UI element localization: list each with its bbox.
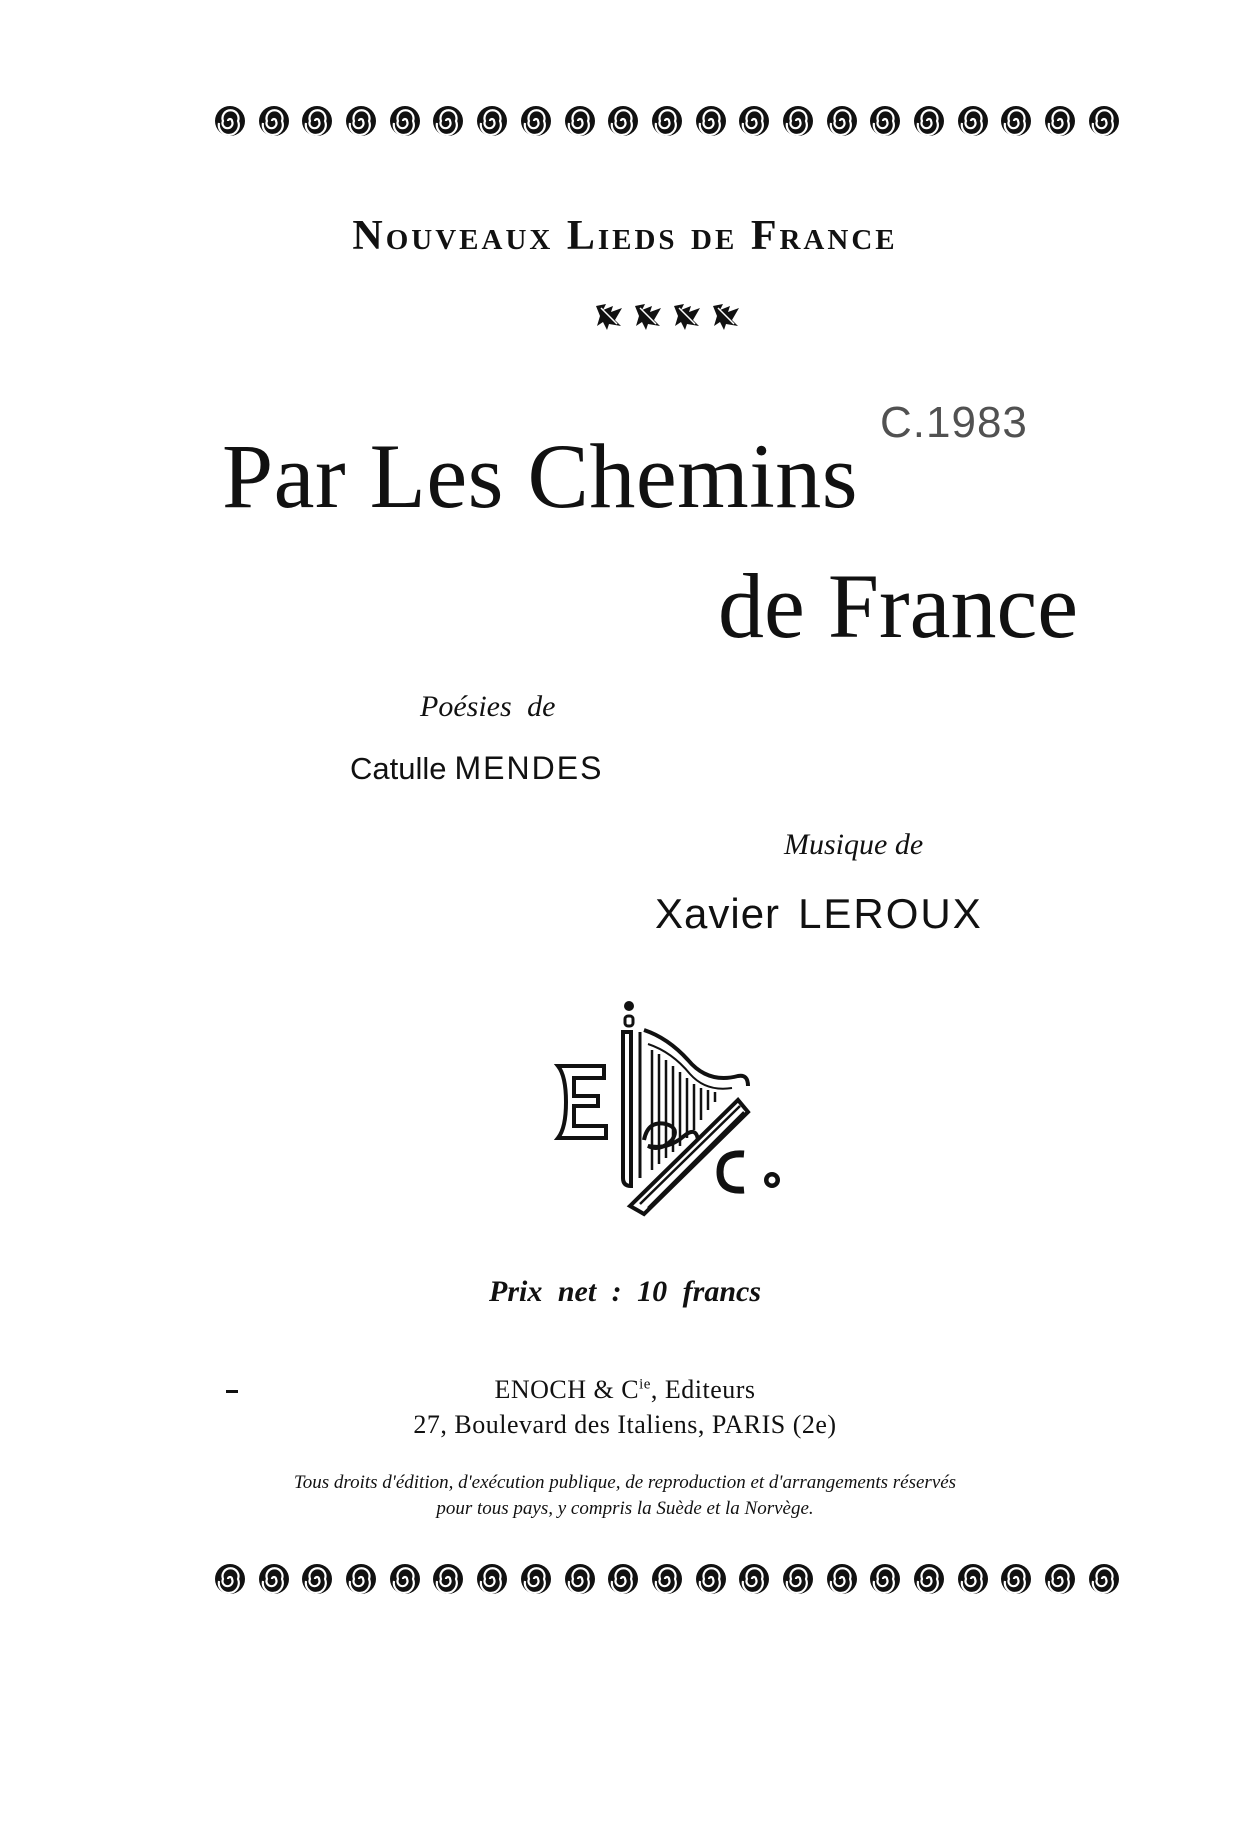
spiral-ornament-icon [389,1563,421,1595]
spiral-ornament-icon [432,1563,464,1595]
publisher-role: , Editeurs [650,1375,756,1404]
spiral-ornament-icon [214,105,246,137]
spiral-ornament-icon [345,1563,377,1595]
publisher-name [0,1375,1250,1405]
spiral-ornament-icon [258,105,290,137]
spiral-ornament-icon [564,105,596,137]
price-label: Prix net : 10 francs [489,1275,761,1308]
series-title: Nouveaux Lieds de France [352,213,898,259]
poetry-credit-label: Poésies de [420,690,556,723]
top-ornament-border [214,104,1120,138]
spiral-ornament-icon [651,105,683,137]
leaf-ornament-icon [593,300,625,332]
spiral-ornament-icon [214,1563,246,1595]
spiral-ornament-icon [738,1563,770,1595]
rights-notice [0,1470,1250,1522]
spiral-ornament-icon [476,1563,508,1595]
bottom-ornament-border [214,1562,1120,1596]
spiral-ornament-icon [1000,1563,1032,1595]
spiral-ornament-icon [913,105,945,137]
spiral-ornament-icon [389,105,421,137]
composer-first-name: Xavier [655,890,781,937]
spiral-ornament-icon [695,105,727,137]
spiral-ornament-icon [695,1563,727,1595]
leaf-ornament-row [593,300,743,332]
spiral-ornament-icon [564,1563,596,1595]
spiral-ornament-icon [607,105,639,137]
spiral-ornament-icon [1000,105,1032,137]
leaf-ornament-icon [671,300,703,332]
spiral-ornament-icon [869,105,901,137]
spiral-ornament-icon [520,105,552,137]
spiral-ornament-icon [1044,105,1076,137]
spiral-ornament-icon [301,105,333,137]
poet-name [350,750,603,787]
spiral-ornament-icon [1044,1563,1076,1595]
publisher-firm-sup: ie [639,1376,651,1393]
main-title-line-1: Par Les Chemins [222,425,859,527]
music-credit-label: Musique de [784,828,924,861]
spiral-ornament-icon [432,105,464,137]
spiral-ornament-icon [651,1563,683,1595]
spiral-ornament-icon [782,105,814,137]
spiral-ornament-icon [345,105,377,137]
library-shelfmark: C.1983 [880,398,1028,447]
main-title-line-2: de France [718,555,1079,657]
publisher-firm: ENOCH & C [494,1375,640,1404]
spiral-ornament-icon [1088,1563,1120,1595]
spiral-ornament-icon [476,105,508,137]
spiral-ornament-icon [258,1563,290,1595]
spiral-ornament-icon [301,1563,333,1595]
spiral-ornament-icon [607,1563,639,1595]
rights-line-2: pour tous pays, y compris la Suède et la Norvège. [436,1498,814,1519]
poet-first-name: Catulle [350,751,447,786]
leaf-ornament-icon [632,300,664,332]
composer-last-name: LEROUX [798,890,983,937]
spiral-ornament-icon [913,1563,945,1595]
spiral-ornament-icon [826,105,858,137]
harp-monogram-logo-icon [548,1000,788,1220]
poet-last-name: MENDES [454,750,604,786]
spiral-ornament-icon [826,1563,858,1595]
spiral-ornament-icon [520,1563,552,1595]
publisher-address: 27, Boulevard des Italiens, PARIS (2e) [413,1410,837,1439]
leaf-ornament-icon [710,300,742,332]
spiral-ornament-icon [1088,105,1120,137]
rights-line-1: Tous droits d'édition, d'exécution publique, de reproduction et d'arrangements réservés [293,1472,957,1493]
composer-name [655,890,983,938]
spiral-ornament-icon [782,1563,814,1595]
spiral-ornament-icon [957,105,989,137]
spiral-ornament-icon [869,1563,901,1595]
spiral-ornament-icon [957,1563,989,1595]
spiral-ornament-icon [738,105,770,137]
